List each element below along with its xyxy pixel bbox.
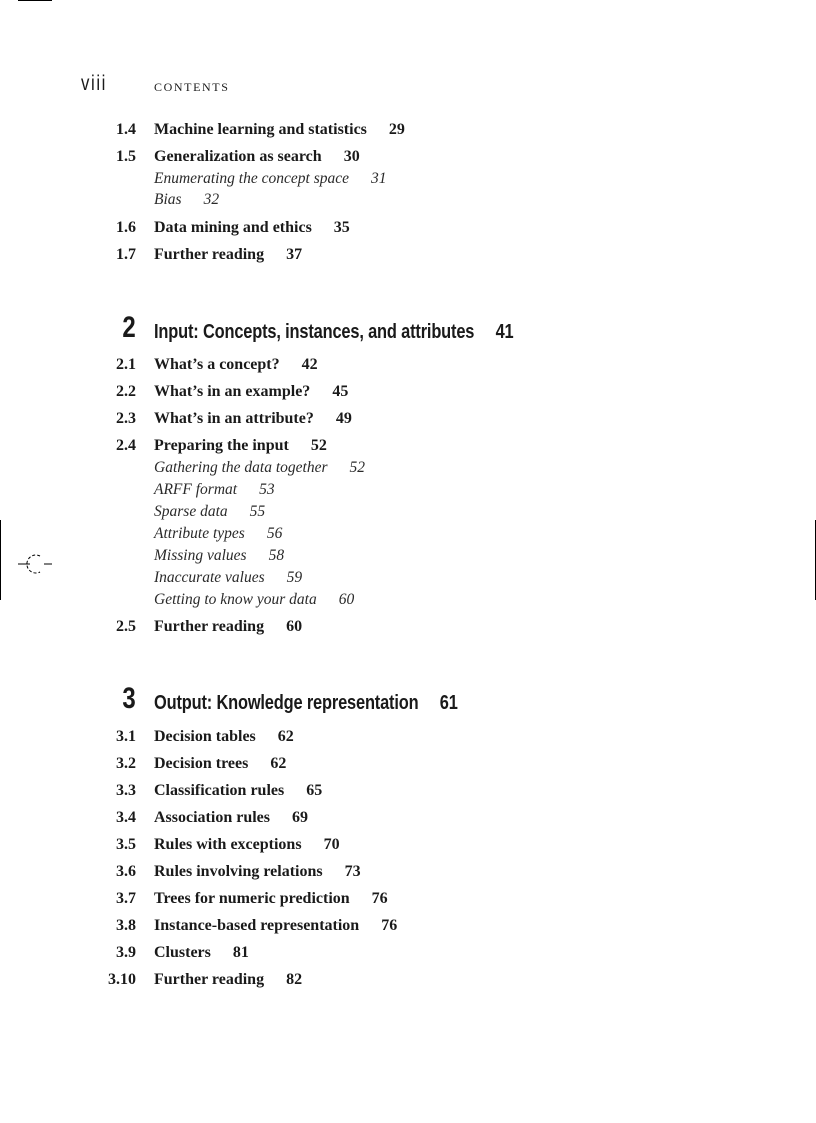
subsection-page: 31	[370, 170, 387, 187]
crop-mark-top	[18, 0, 52, 1]
subsection-page: 52	[349, 459, 365, 476]
section-title: Further reading	[154, 246, 265, 263]
subsection-title: Missing values	[154, 547, 247, 564]
section-number: 2.4	[116, 437, 136, 454]
toc-subsection	[154, 590, 354, 610]
subsection-title: Getting to know your data	[154, 591, 317, 608]
section-number: 3.6	[116, 863, 136, 880]
toc-subsection	[154, 568, 302, 588]
section-title: What’s a concept?	[154, 356, 280, 373]
toc-section-3-7	[0, 889, 816, 911]
section-title: Data mining and ethics	[154, 219, 312, 236]
section-title: Generalization as search	[154, 148, 322, 165]
subsection-page: 56	[266, 525, 283, 542]
toc-section-3-10	[0, 970, 816, 992]
toc-section-2-3	[0, 409, 816, 431]
toc-chapter-3	[0, 683, 816, 717]
toc-section-1-7	[0, 245, 816, 267]
section-number: 3.3	[116, 782, 136, 799]
section-title: Machine learning and statistics	[154, 121, 367, 138]
section-title: Trees for numeric prediction	[154, 890, 350, 907]
section-page: 29	[388, 121, 405, 138]
section-number: 3.8	[116, 917, 136, 934]
section-title: Classification rules	[154, 782, 285, 799]
toc-subsection	[154, 458, 365, 478]
subsection-page: 58	[268, 547, 285, 564]
subsection-title: Gathering the data together	[154, 459, 328, 476]
subsection-title: Bias	[154, 191, 182, 208]
section-title: Rules involving relations	[154, 863, 323, 880]
section-page: 76	[381, 917, 398, 934]
toc-subsection	[154, 524, 282, 544]
section-number: 3.9	[116, 944, 136, 961]
registration-mark-icon	[18, 548, 54, 578]
subsection-title: Attribute types	[154, 525, 245, 542]
subsection-title: ARFF format	[154, 481, 238, 498]
section-number: 1.6	[116, 219, 136, 236]
section-page: 69	[292, 809, 308, 826]
toc-subsection	[154, 480, 275, 500]
section-number: 3.10	[108, 971, 136, 988]
toc-section-1-6	[0, 218, 816, 240]
section-number: 1.5	[116, 148, 136, 165]
section-number: 2.1	[116, 356, 136, 373]
subsection-page: 55	[249, 503, 266, 520]
section-number: 3.5	[116, 836, 136, 853]
section-page: 81	[232, 944, 249, 961]
section-title: What’s in an attribute?	[154, 410, 314, 427]
section-page: 70	[323, 836, 340, 853]
toc-section-3-6	[0, 862, 816, 884]
section-page: 49	[335, 410, 352, 427]
section-number: 1.4	[116, 121, 136, 138]
trim-line-left	[0, 520, 1, 600]
page-folio: viii	[81, 72, 107, 95]
section-number: 3.4	[116, 809, 136, 826]
subsection-title: Enumerating the concept space	[154, 170, 349, 187]
section-number: 3.1	[116, 728, 136, 745]
section-title: Instance-based representation	[154, 917, 360, 934]
subsection-title: Sparse data	[154, 503, 228, 520]
toc-section-3-8	[0, 916, 816, 938]
toc-section-2-4	[0, 436, 816, 458]
section-number: 3.7	[116, 890, 136, 907]
toc-subsection	[154, 190, 219, 210]
chapter-page: 61	[439, 692, 458, 714]
toc-section-3-1	[0, 727, 816, 749]
section-title: Association rules	[154, 809, 270, 826]
section-page: 76	[371, 890, 388, 907]
section-number: 1.7	[116, 246, 136, 263]
section-title: Decision trees	[154, 755, 249, 772]
section-page: 45	[332, 383, 349, 400]
section-page: 73	[344, 863, 361, 880]
section-page: 62	[270, 755, 287, 772]
toc-section-3-9	[0, 943, 816, 965]
subsection-page: 32	[203, 191, 220, 208]
section-title: Preparing the input	[154, 437, 289, 454]
toc-section-2-5	[0, 617, 816, 639]
toc-section-2-1	[0, 355, 816, 377]
section-page: 82	[286, 971, 303, 988]
section-page: 37	[286, 246, 303, 263]
section-number: 2.5	[116, 618, 136, 635]
section-title: Further reading	[154, 971, 265, 988]
section-title: Rules with exceptions	[154, 836, 302, 853]
section-page: 35	[333, 219, 350, 236]
chapter-number: 2	[122, 311, 136, 344]
chapter-number: 3	[122, 682, 136, 715]
toc-chapter-2	[0, 312, 816, 346]
section-page: 30	[343, 148, 360, 165]
section-title: What’s in an example?	[154, 383, 311, 400]
section-title: Decision tables	[154, 728, 256, 745]
running-head: CONTENTS	[154, 80, 230, 94]
section-page: 60	[286, 618, 303, 635]
section-number: 2.3	[116, 410, 136, 427]
chapter-title: Output: Knowledge representation	[154, 692, 419, 714]
section-page: 62	[277, 728, 294, 745]
section-number: 3.2	[116, 755, 136, 772]
chapter-page: 41	[495, 321, 514, 343]
toc-section-3-5	[0, 835, 816, 857]
section-title: Clusters	[154, 944, 211, 961]
toc-section-2-2	[0, 382, 816, 404]
toc-section-1-4	[0, 120, 816, 142]
section-number: 2.2	[116, 383, 136, 400]
toc-section-3-4	[0, 808, 816, 830]
section-title: Further reading	[154, 618, 265, 635]
subsection-page: 60	[338, 591, 355, 608]
toc-subsection	[154, 502, 265, 522]
subsection-title: Inaccurate values	[154, 569, 265, 586]
section-page: 65	[306, 782, 323, 799]
subsection-page: 59	[286, 569, 303, 586]
toc-subsection	[154, 169, 386, 189]
chapter-title: Input: Concepts, instances, and attributes	[154, 321, 475, 343]
toc-subsection	[154, 546, 284, 566]
section-page: 42	[301, 356, 318, 373]
subsection-page: 53	[259, 481, 275, 498]
section-page: 52	[310, 437, 327, 454]
toc-section-3-3	[0, 781, 816, 803]
toc-section-1-5	[0, 147, 816, 169]
toc-section-3-2	[0, 754, 816, 776]
